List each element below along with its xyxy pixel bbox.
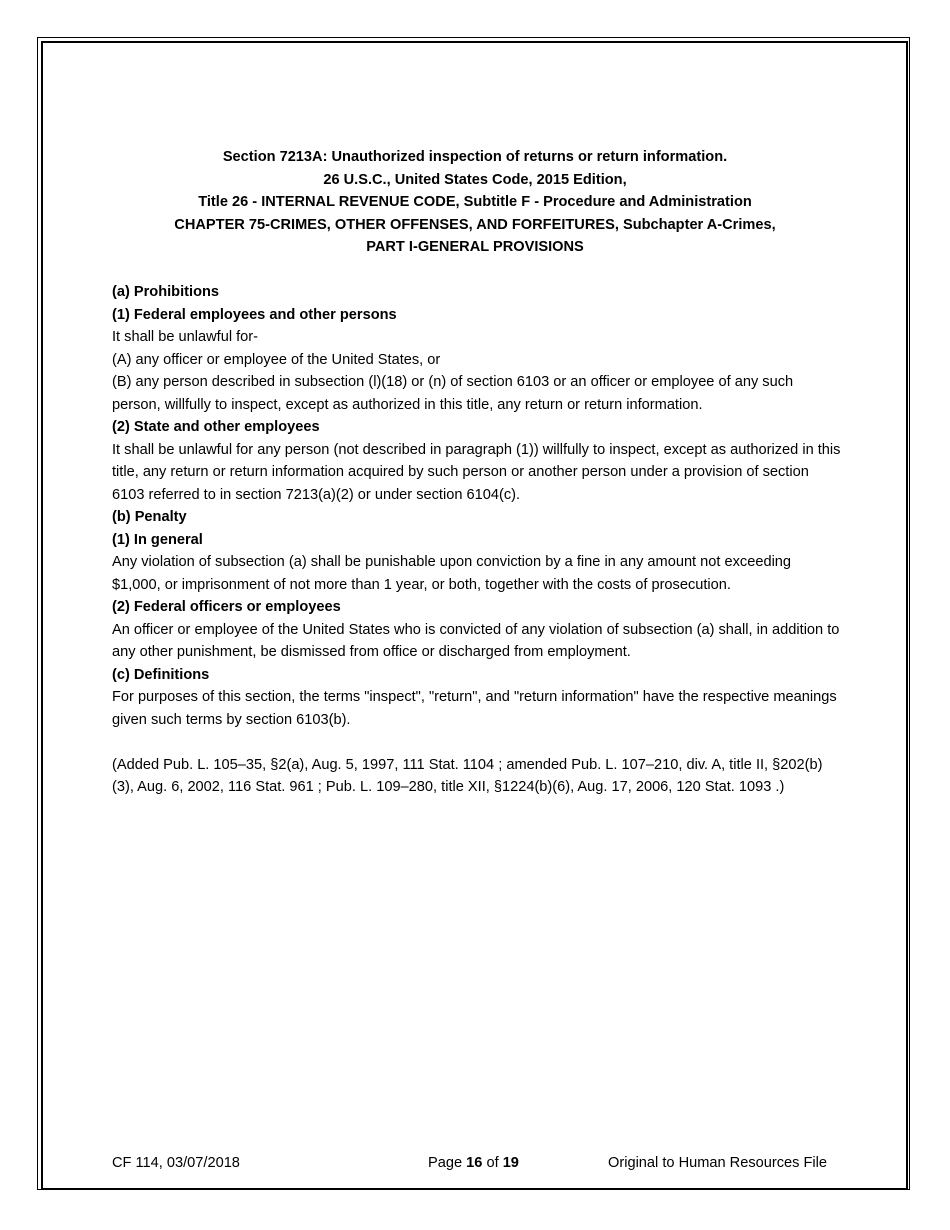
document-header (112, 146, 838, 259)
footer-distribution: Original to Human Resources File (608, 1155, 827, 1171)
header-chapter: CHAPTER 75-CRIMES, OTHER OFFENSES, AND FORFEITURES, Subchapter A-Crimes, (174, 216, 776, 233)
heading-c-definitions: (c) Definitions (112, 666, 210, 683)
heading-a-prohibitions: (a) Prohibitions (112, 284, 220, 300)
header-title-subtitle: Title 26 - INTERNAL REVENUE CODE, Subtitle F - Procedure and Administration (198, 194, 752, 210)
paragraph-c: For purposes of this section, the terms "inspect", "return", and "return information" have the respective meanings given such terms by section 6103(b). (112, 689, 837, 728)
legislative-history: (Added Pub. L. 105–35, §2(a), Aug. 5, 1997, 111 Stat. 1104 ; amended Pub. L. 107–210, div. A, title II, §202(b)(3), Aug. 6, 2002, 116 Stat. 961 ; Pub. L. 109–280, title XII, §1224(b)(6), Aug. 17, 2006, 120 Stat. 1093 .) (112, 756, 823, 795)
heading-b1-in-general: (1) In general (112, 531, 203, 548)
spacer (112, 731, 842, 754)
paragraph-b2: An officer or employee of the United States who is convicted of any violation of subsection (a) shall, in addition to any other punishment, be dismissed from office or discharged from employment. (112, 621, 840, 660)
header-section-title: Section 7213A: Unauthorized inspection of returns or return information. (222, 149, 728, 165)
page-total: 19 (502, 1155, 519, 1171)
header-part: PART I-GENERAL PROVISIONS (366, 239, 584, 255)
page-of: of (486, 1155, 499, 1171)
document-body (112, 281, 842, 799)
heading-a1-federal-employees: (1) Federal employees and other persons (112, 306, 397, 323)
paragraph-a1-A: (A) any officer or employee of the United States, or (112, 351, 441, 368)
header-code-citation: 26 U.S.C., United States Code, 2015 Edition, (323, 171, 627, 188)
page-footer (0, 1152, 950, 1174)
paragraph-a1-B: (B) any person described in subsection (l)(18) or (n) of section 6103 or an officer or employee of any such person, willfully to inspect, except as authorized in this title, any return or return information. (112, 374, 794, 413)
page-label: Page (428, 1155, 463, 1171)
heading-b2-federal-officers: (2) Federal officers or employees (112, 599, 341, 615)
paragraph-b1: Any violation of subsection (a) shall be punishable upon conviction by a fine in any amount not exceeding $1,000, or imprisonment of not more than 1 year, or both, together with the costs of prosecution. (112, 554, 792, 593)
paragraph-a2: It shall be unlawful for any person (not described in paragraph (1)) willfully to inspect, except as authorized in this title, any return or return information acquired by such person or another person under a provision of section 6103 referred to in section 7213(a)(2) or under section 6104(c). (112, 441, 841, 503)
heading-b-penalty: (b) Penalty (112, 509, 187, 525)
heading-a2-state-employees: (2) State and other employees (112, 419, 320, 435)
paragraph-a1-intro: It shall be unlawful for- (112, 329, 259, 345)
footer-page-number (428, 1152, 519, 1174)
page-current: 16 (466, 1155, 483, 1171)
footer-form-id: CF 114, 03/07/2018 (112, 1155, 240, 1171)
